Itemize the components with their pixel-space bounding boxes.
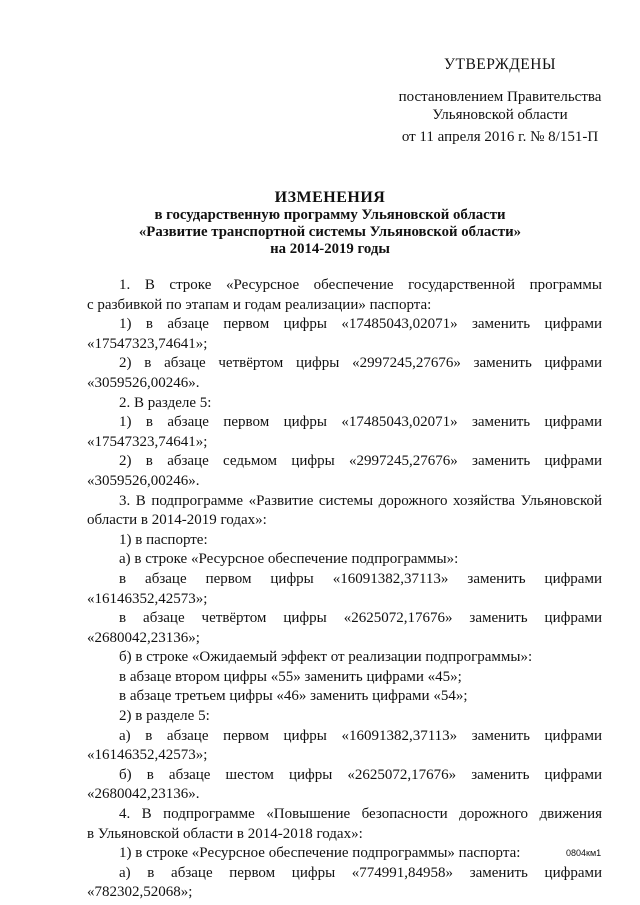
body-line: «17547323,74641»; — [87, 433, 208, 450]
body-line: 2. В разделе 5: — [119, 394, 212, 411]
body-line: «16146352,42573»; — [87, 747, 208, 764]
body-line: в Ульяновской области в 2014-2018 годах»: — [87, 825, 363, 842]
body-line: области в 2014-2019 годах»: — [87, 512, 267, 529]
heading-subtitle-1: в государственную программу Ульяновской области — [154, 207, 506, 223]
body-line: «3059526,00246». — [87, 374, 200, 391]
body-line: а) в строке «Ресурсное обеспечение подпрограммы»: — [119, 551, 459, 568]
footer-code: 0804км1 — [566, 848, 602, 858]
body-line: 3. В подпрограмме «Развитие системы дорожного хозяйства Ульяновской — [119, 492, 602, 509]
body-line: в абзаце первом цифры «16091382,37113» заменить цифрами — [119, 570, 602, 587]
body-line: 1) в паспорте: — [119, 531, 208, 548]
body-line: «2680042,23136». — [87, 786, 200, 803]
body-line: б) в строке «Ожидаемый эффект от реализации подпрограммы»: — [119, 649, 533, 666]
body-line: «16146352,42573»; — [87, 590, 208, 607]
approval-line-1: постановлением Правительства — [398, 89, 602, 105]
body-line: «3059526,00246». — [87, 472, 200, 489]
body-line: 1. В строке «Ресурсное обеспечение государственной программы — [119, 277, 602, 293]
body-line: «2680042,23136»; — [87, 629, 200, 646]
document-heading — [60, 189, 600, 258]
approval-title: УТВЕРЖДЕНЫ — [444, 56, 556, 73]
body-line: 1) в абзаце первом цифры «17485043,02071» заменить цифрами — [119, 414, 602, 431]
heading-title: ИЗМЕНЕНИЯ — [274, 189, 386, 206]
body-line: 1) в абзаце первом цифры «17485043,02071» заменить цифрами — [119, 316, 602, 333]
body-line: б) в абзаце шестом цифры «2625072,17676» заменить цифрами — [119, 766, 602, 783]
heading-subtitle-3: на 2014-2019 годы — [270, 241, 390, 257]
document-body — [87, 276, 602, 903]
body-line: 2) в разделе 5: — [119, 708, 210, 725]
body-line: а) в абзаце первом цифры «16091382,37113» заменить цифрами — [119, 727, 602, 744]
body-line: в абзаце третьем цифры «46» заменить цифрами «54»; — [119, 688, 468, 705]
approval-line-2: Ульяновской области — [432, 107, 568, 123]
body-line: 1) в строке «Ресурсное обеспечение подпрограммы» паспорта: — [119, 845, 521, 862]
approval-date: от 11 апреля 2016 г. № 8/151-П — [401, 129, 599, 145]
body-line: 2) в абзаце четвёртом цифры «2997245,27676» заменить цифрами — [119, 355, 602, 372]
body-line: «17547323,74641»; — [87, 335, 208, 352]
body-line: 4. В подпрограмме «Повышение безопасности дорожного движения — [119, 806, 602, 823]
body-line: а) в абзаце первом цифры «774991,84958» заменить цифрами — [119, 864, 602, 881]
body-line: 2) в абзаце седьмом цифры «2997245,27676» заменить цифрами — [119, 453, 602, 470]
body-line: в абзаце втором цифры «55» заменить цифрами «45»; — [119, 668, 462, 685]
body-line: в абзаце четвёртом цифры «2625072,17676» заменить цифрами — [119, 610, 602, 627]
body-line: «782302,52068»; — [87, 884, 193, 901]
heading-subtitle-2: «Развитие транспортной системы Ульяновской области» — [138, 224, 522, 240]
body-line: с разбивкой по этапам и годам реализации» паспорта: — [87, 296, 432, 313]
